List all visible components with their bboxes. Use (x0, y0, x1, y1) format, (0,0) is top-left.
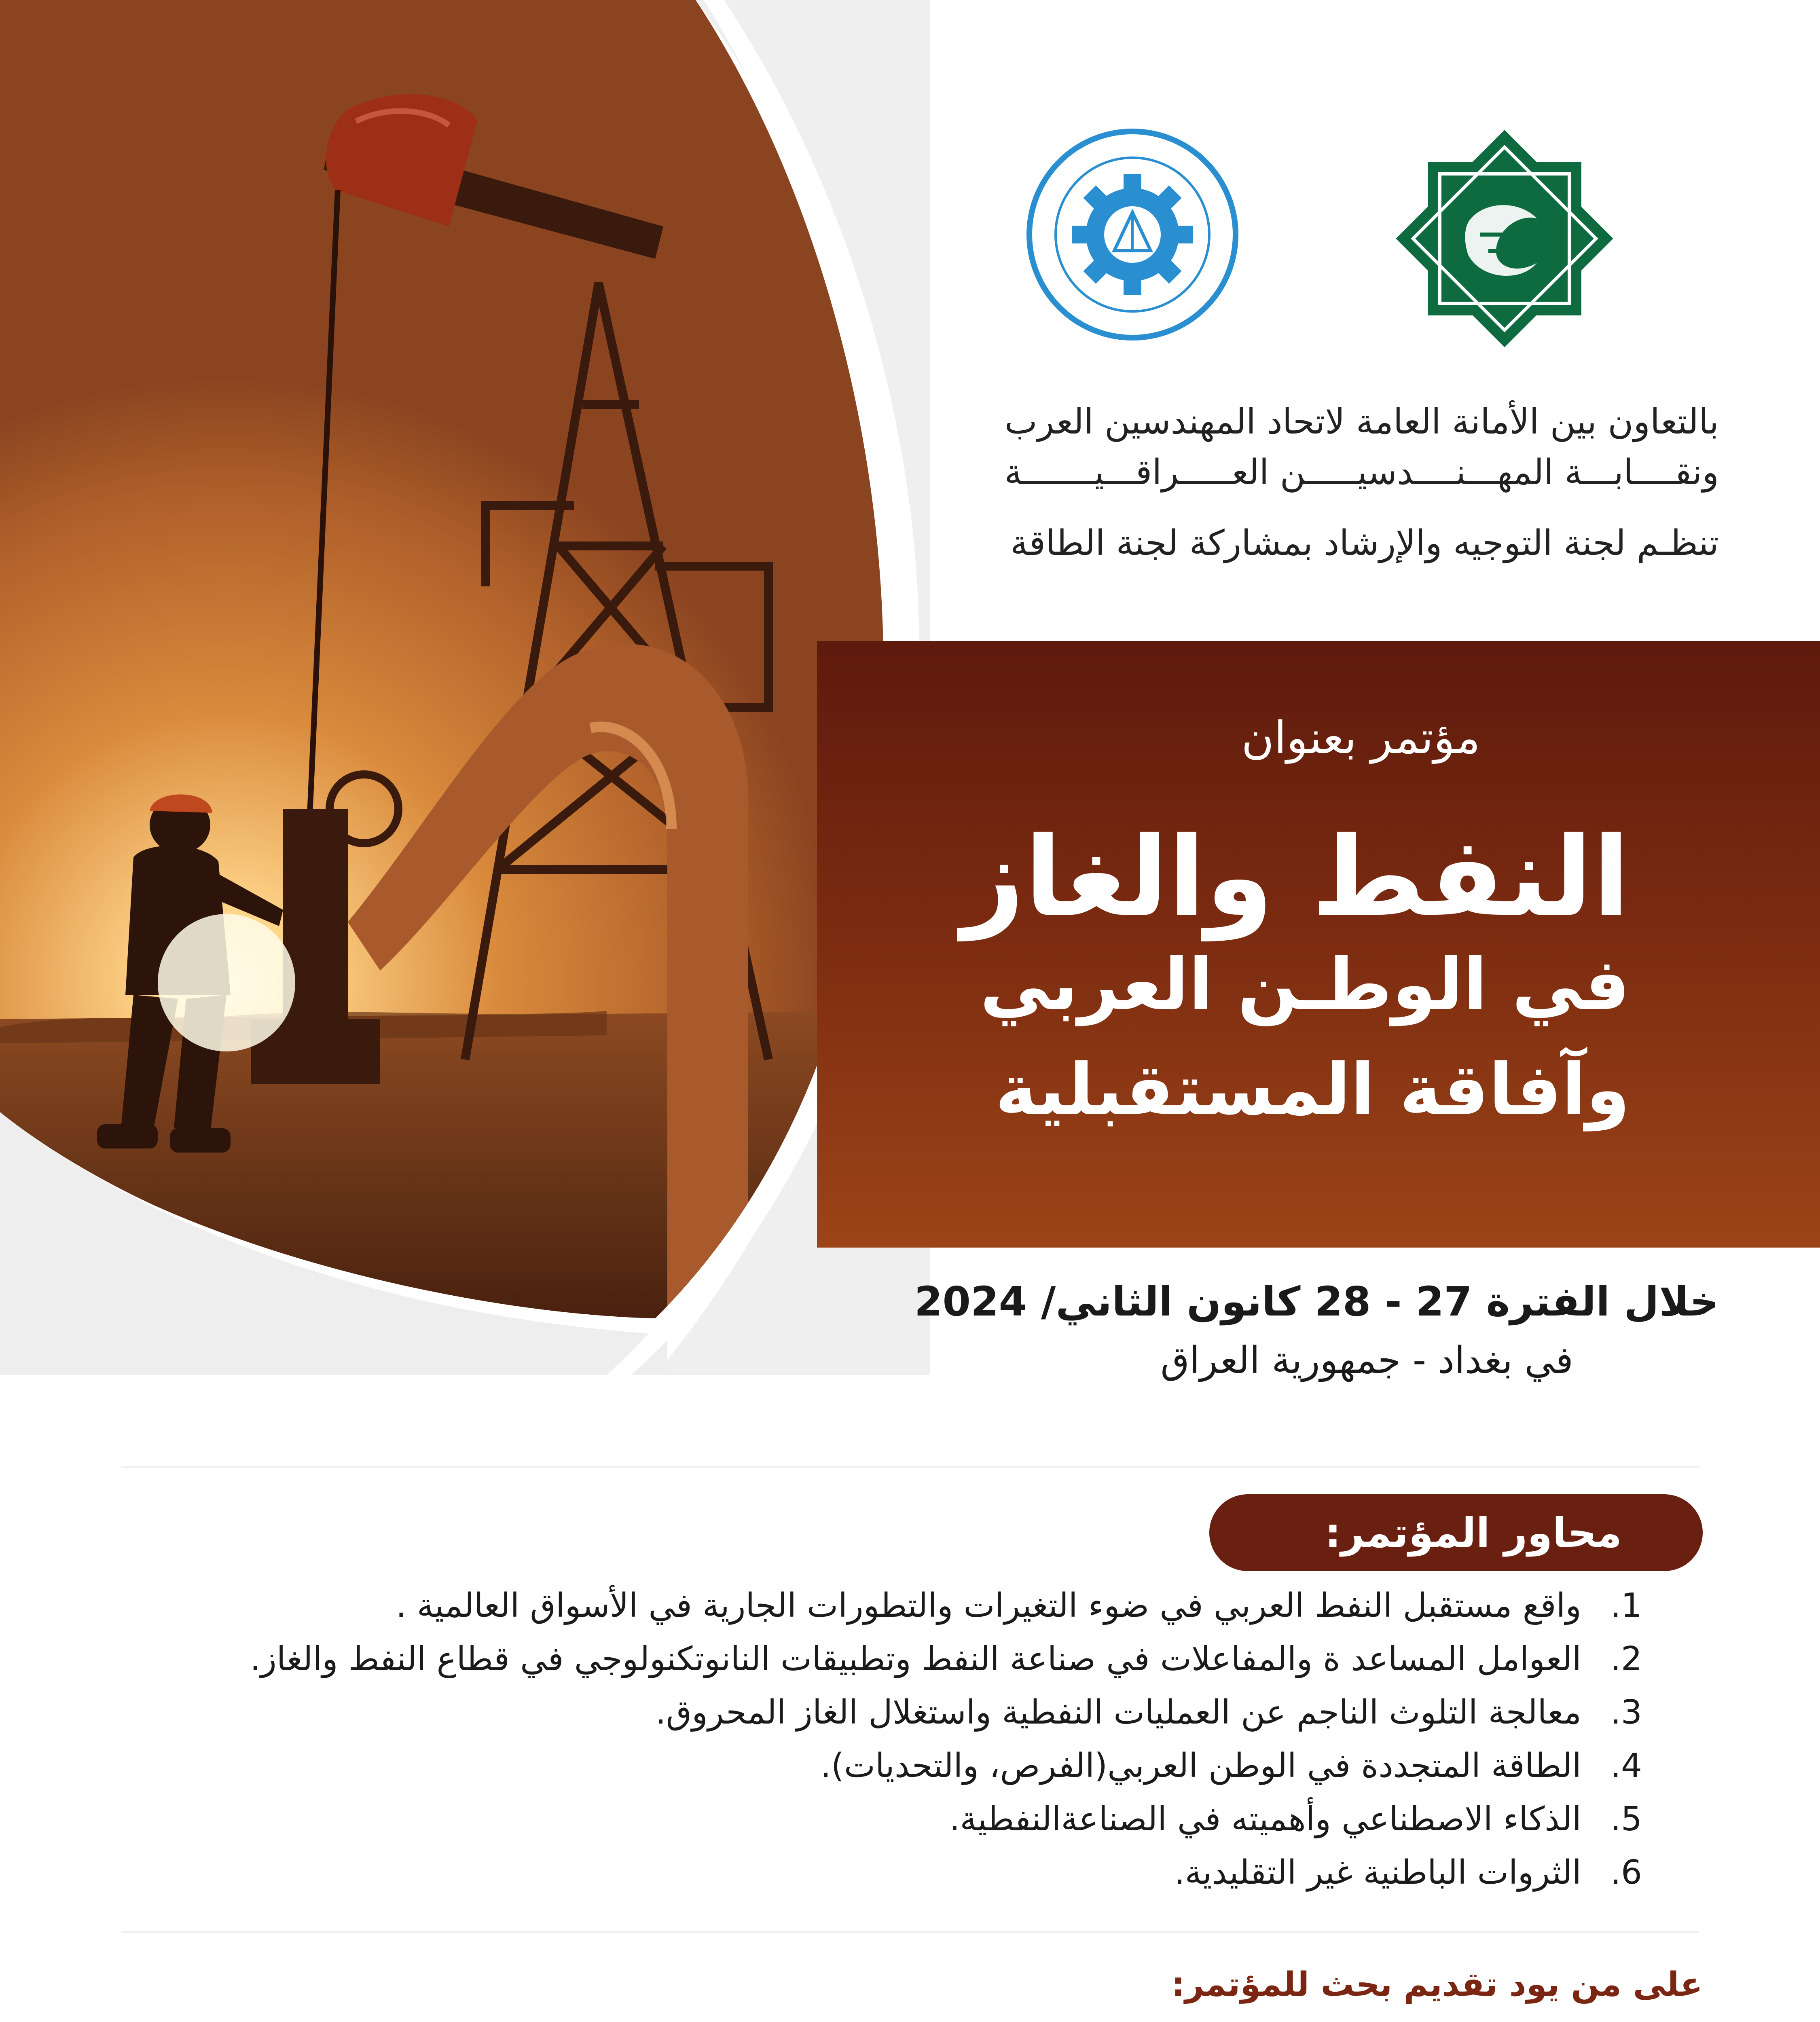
conference-intro: مؤتمر بعنوان (1241, 712, 1480, 764)
conference-title-line-2: في الوطـن العربي (980, 944, 1630, 1026)
axis-item: 2. العوامل المساعد ة والمفاعلات في صناعة النفط وتطبيقات النانوتكنولوجي في قطاع النفط والغاز. (250, 1640, 1642, 1678)
event-date: خلال الفترة 27 - 28 كانون الثاني/ 2024 (914, 1278, 1719, 1325)
axis-item: 4. الطاقة المتجددة في الوطن العربي(الفرص، والتحديات). (820, 1747, 1642, 1785)
axes-list (146, 1579, 1642, 1899)
section-divider (121, 1931, 1699, 1933)
oil-pump-photo (0, 0, 930, 1375)
axis-item: 3. معالجة التلوث الناجم عن العمليات النفطية واستغلال الغاز المحروق. (655, 1693, 1642, 1732)
conference-title-line-1: النفط والغاز (961, 813, 1630, 941)
axis-item: 5. الذكاء الاصطناعي وأهميته في الصناعةالنفطية. (949, 1800, 1642, 1838)
cooperation-line-1: بالتعاون بين الأمانة العامة لاتحاد المهندسين العرب (1004, 402, 1719, 442)
cooperation-line-2: ونقــــابـــة المهـــنــــدسيـــــن العـــــراقـــيـــــــة (1004, 452, 1719, 493)
research-heading: على من يود تقديم بحث للمؤتمر: (1171, 1965, 1703, 2004)
iraqi-engineers-union-logo (1023, 125, 1242, 344)
section-divider (121, 1466, 1699, 1468)
axis-item: 1. واقع مستقبل النفط العربي في ضوء التغيرات والتطورات الجارية في الأسواق العالمية . (396, 1586, 1642, 1625)
event-place: في بغداد - جمهورية العراق (1160, 1339, 1573, 1382)
axes-heading: محاور المؤتمر: (1209, 1494, 1703, 1571)
research-paragraph-1 (113, 2018, 1703, 2022)
research-body (113, 2018, 1703, 2022)
arab-engineers-union-logo (1391, 125, 1618, 352)
organizer-line: تنظـم لجنة التوجيه والإرشاد بمشاركة لجنة الطاقة (1010, 523, 1719, 563)
axis-item: 6. الثروات الباطنية غير التقليدية. (1174, 1853, 1642, 1892)
conference-title-line-3: وآفاقة المستقبلية (995, 1049, 1630, 1131)
